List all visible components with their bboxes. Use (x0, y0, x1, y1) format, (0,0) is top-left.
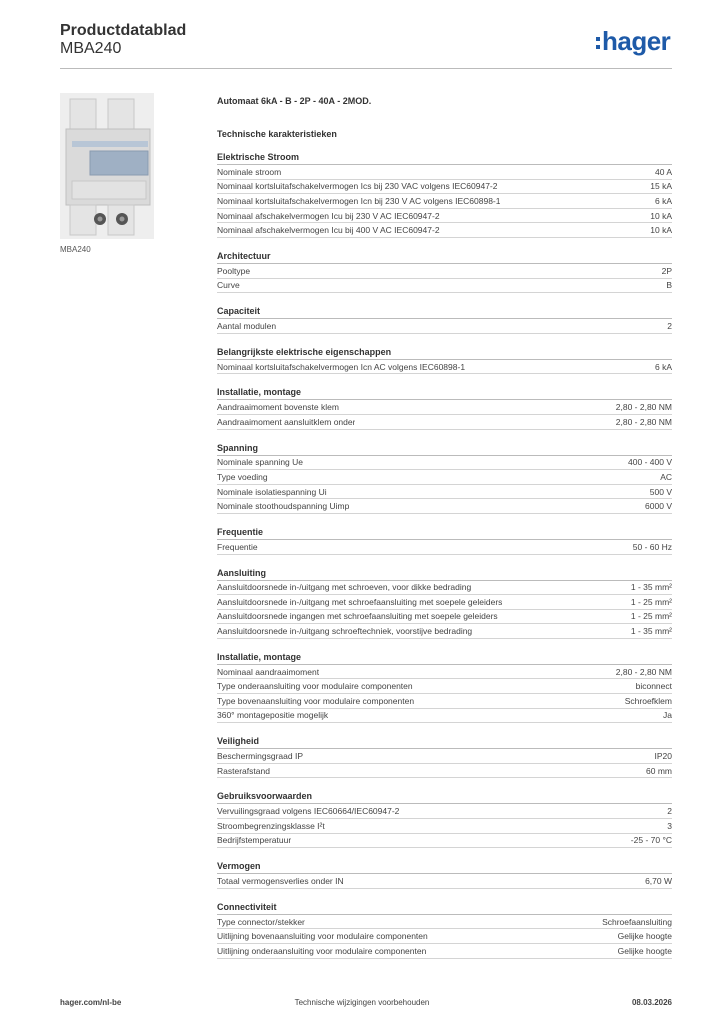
table-row (217, 709, 672, 724)
spec-label: Vervuilingsgraad volgens IEC60664/IEC60947-2 (217, 806, 400, 817)
table-row (217, 540, 672, 555)
spec-value: 3 (667, 820, 672, 831)
spec-label: Totaal vermogensverlies onder IN (217, 876, 344, 887)
spec-value: 6 kA (654, 361, 672, 372)
spec-label: 360° montagepositie mogelijk (217, 710, 329, 721)
table-row (217, 581, 672, 596)
spec-label: Aansluitdoorsnede ingangen met schroefaansluiting met soepele geleiders (217, 611, 498, 622)
spec-label: Nominaal aandraaimoment (217, 666, 320, 677)
spec-value: 6 kA (654, 195, 672, 206)
table-row (217, 874, 672, 889)
spec-value: 1 - 25 mm² (630, 596, 672, 607)
spec-label: Type voeding (217, 471, 268, 482)
spec-label: Curve (217, 280, 240, 291)
table-row (217, 165, 672, 180)
image-caption: MBA240 (60, 245, 91, 254)
spec-label: Stroombegrenzingsklasse I²t (217, 820, 325, 831)
table-row (217, 415, 672, 430)
spec-value: 60 mm (646, 765, 672, 776)
product-code-subtitle: MBA240 (60, 40, 122, 57)
product-name: Automaat 6kA - B - 2P - 40A - 2MOD. (217, 96, 372, 106)
spec-label: Aantal modulen (217, 320, 277, 331)
spec-value: 400 - 400 V (628, 457, 672, 468)
spec-section (217, 346, 672, 375)
spec-value: 2,80 - 2,80 NM (615, 402, 672, 413)
spec-label: Type onderaansluiting voor modulaire componenten (217, 681, 413, 692)
spec-value: 2 (667, 806, 672, 817)
spec-value: 1 - 35 mm² (630, 626, 672, 637)
spec-label: Nominaal afschakelvermogen Icu bij 230 V AC IEC60947-2 (217, 210, 440, 221)
spec-label: Pooltype (217, 265, 251, 276)
spec-value: IP20 (654, 751, 672, 762)
section-title: Installatie, montage (217, 386, 672, 400)
spec-label: Nominaal afschakelvermogen Icu bij 400 V AC IEC60947-2 (217, 225, 440, 236)
spec-value: AC (660, 471, 672, 482)
spec-value: 40 A (654, 166, 672, 177)
spec-value: 6,70 W (645, 876, 672, 887)
section-title: Architectuur (217, 250, 672, 264)
spec-value: 10 kA (650, 225, 672, 236)
spec-value: Gelijke hoogte (617, 931, 672, 942)
spec-value: 6000 V (645, 501, 672, 512)
spec-value: biconnect (635, 681, 672, 692)
spec-label: Nominale stroom (217, 166, 282, 177)
spec-label: Aandraaimoment aansluitklem onder (217, 416, 356, 427)
section-title: Elektrische Stroom (217, 151, 672, 165)
spec-label: Nominale isolatiespanning Ui (217, 486, 327, 497)
spec-section (217, 526, 672, 555)
spec-value: 2,80 - 2,80 NM (615, 666, 672, 677)
spec-section (217, 386, 672, 429)
table-row (217, 180, 672, 195)
spec-label: Nominaal kortsluitafschakelvermogen Icn AC volgens IEC60898-1 (217, 361, 466, 372)
spec-value: 15 kA (650, 181, 672, 192)
spec-value: 1 - 25 mm² (630, 611, 672, 622)
spec-section (217, 860, 672, 889)
table-row (217, 944, 672, 959)
spec-section (217, 735, 672, 778)
spec-label: Type connector/stekker (217, 916, 305, 927)
section-title: Frequentie (217, 526, 672, 540)
logo-dots (596, 37, 600, 49)
spec-value: 2,80 - 2,80 NM (615, 416, 672, 427)
table-row (217, 499, 672, 514)
logo-dot-bottom (596, 45, 600, 49)
spec-label: Nominaal kortsluitafschakelvermogen Ics bij 230 VAC volgens IEC60947-2 (217, 181, 498, 192)
spec-section (217, 442, 672, 514)
spec-label: Rasterafstand (217, 765, 270, 776)
spec-value: 10 kA (650, 210, 672, 221)
footer-disclaimer: Technische wijzigingen voorbehouden (294, 998, 430, 1007)
page-title: Productdatablad (60, 22, 187, 39)
spec-value: 1 - 35 mm² (630, 582, 672, 593)
table-row (217, 915, 672, 930)
logo-text: hager (602, 26, 671, 56)
table-row (217, 279, 672, 294)
tech-characteristics-title: Technische karakteristieken (217, 129, 337, 139)
table-row (217, 749, 672, 764)
spec-label: Frequentie (217, 541, 258, 552)
table-row (217, 485, 672, 500)
spec-label: Aansluitdoorsnede in-/uitgang schroeftechniek, voorstijve bedrading (217, 626, 473, 637)
spec-value: 50 - 60 Hz (632, 541, 672, 552)
section-title: Capaciteit (217, 305, 672, 319)
spec-label: Aansluitdoorsnede in-/uitgang met schroefaansluiting met soepele geleiders (217, 596, 503, 607)
spec-label: Nominale stoothoudspanning Uimp (217, 501, 350, 512)
spec-content (217, 95, 672, 959)
footer-date: 08.03.2026 (631, 998, 672, 1007)
table-row (217, 679, 672, 694)
section-title: Installatie, montage (217, 651, 672, 665)
table-row (217, 929, 672, 944)
table-row (217, 764, 672, 779)
section-title: Vermogen (217, 860, 672, 874)
table-row (217, 595, 672, 610)
spec-label: Nominale spanning Ue (217, 457, 303, 468)
spec-value: Schroefklem (624, 695, 672, 706)
spec-label: Aansluitdoorsnede in-/uitgang met schroeven, voor dikke bedrading (217, 582, 472, 593)
table-row (217, 694, 672, 709)
table-row (217, 470, 672, 485)
spec-label: Bedrijfstemperatuur (217, 835, 292, 846)
table-row (217, 319, 672, 334)
table-row (217, 456, 672, 471)
table-row (217, 610, 672, 625)
table-row (217, 264, 672, 279)
spec-label: Uitlijning bovenaansluiting voor modulaire componenten (217, 931, 428, 942)
spec-label: Nominaal kortsluitafschakelvermogen Icn bij 230 V AC volgens IEC60898-1 (217, 195, 501, 206)
table-row (217, 624, 672, 639)
section-title: Spanning (217, 442, 672, 456)
spec-sections (217, 151, 672, 959)
spec-value: Ja (663, 710, 672, 721)
spec-value: Schroefaansluiting (602, 916, 672, 927)
table-row (217, 209, 672, 224)
spec-value: 2P (661, 265, 672, 276)
table-row (217, 194, 672, 209)
spec-label: Beschermingsgraad IP (217, 751, 303, 762)
spec-label: Type bovenaansluiting voor modulaire componenten (217, 695, 415, 706)
spec-label: Uitlijning onderaansluiting voor modulaire componenten (217, 945, 427, 956)
spec-value: B (666, 280, 672, 291)
header-divider (60, 68, 672, 69)
spec-section (217, 651, 672, 723)
spec-section (217, 567, 672, 639)
section-title: Aansluiting (217, 567, 672, 581)
hager-logo (596, 26, 670, 56)
section-title: Gebruiksvoorwaarden (217, 790, 672, 804)
spec-value: Gelijke hoogte (617, 945, 672, 956)
section-title: Veiligheid (217, 735, 672, 749)
footer-website: hager.com/nl-be (60, 998, 122, 1007)
logo-dot-top (596, 37, 600, 41)
spec-section (217, 151, 672, 238)
table-row (217, 223, 672, 238)
spec-section (217, 901, 672, 959)
table-row (217, 834, 672, 849)
spec-section (217, 250, 672, 293)
spec-value: -25 - 70 °C (630, 835, 672, 846)
spec-section (217, 305, 672, 334)
section-title: Belangrijkste elektrische eigenschappen (217, 346, 672, 360)
table-row (217, 804, 672, 819)
spec-section (217, 790, 672, 848)
section-title: Connectiviteit (217, 901, 672, 915)
product-image (60, 93, 154, 239)
spec-label: Aandraaimoment bovenste klem (217, 402, 339, 413)
table-row (217, 400, 672, 415)
table-row (217, 360, 672, 375)
table-row (217, 665, 672, 680)
spec-value: 500 V (649, 486, 672, 497)
table-row (217, 819, 672, 834)
spec-value: 2 (667, 320, 672, 331)
